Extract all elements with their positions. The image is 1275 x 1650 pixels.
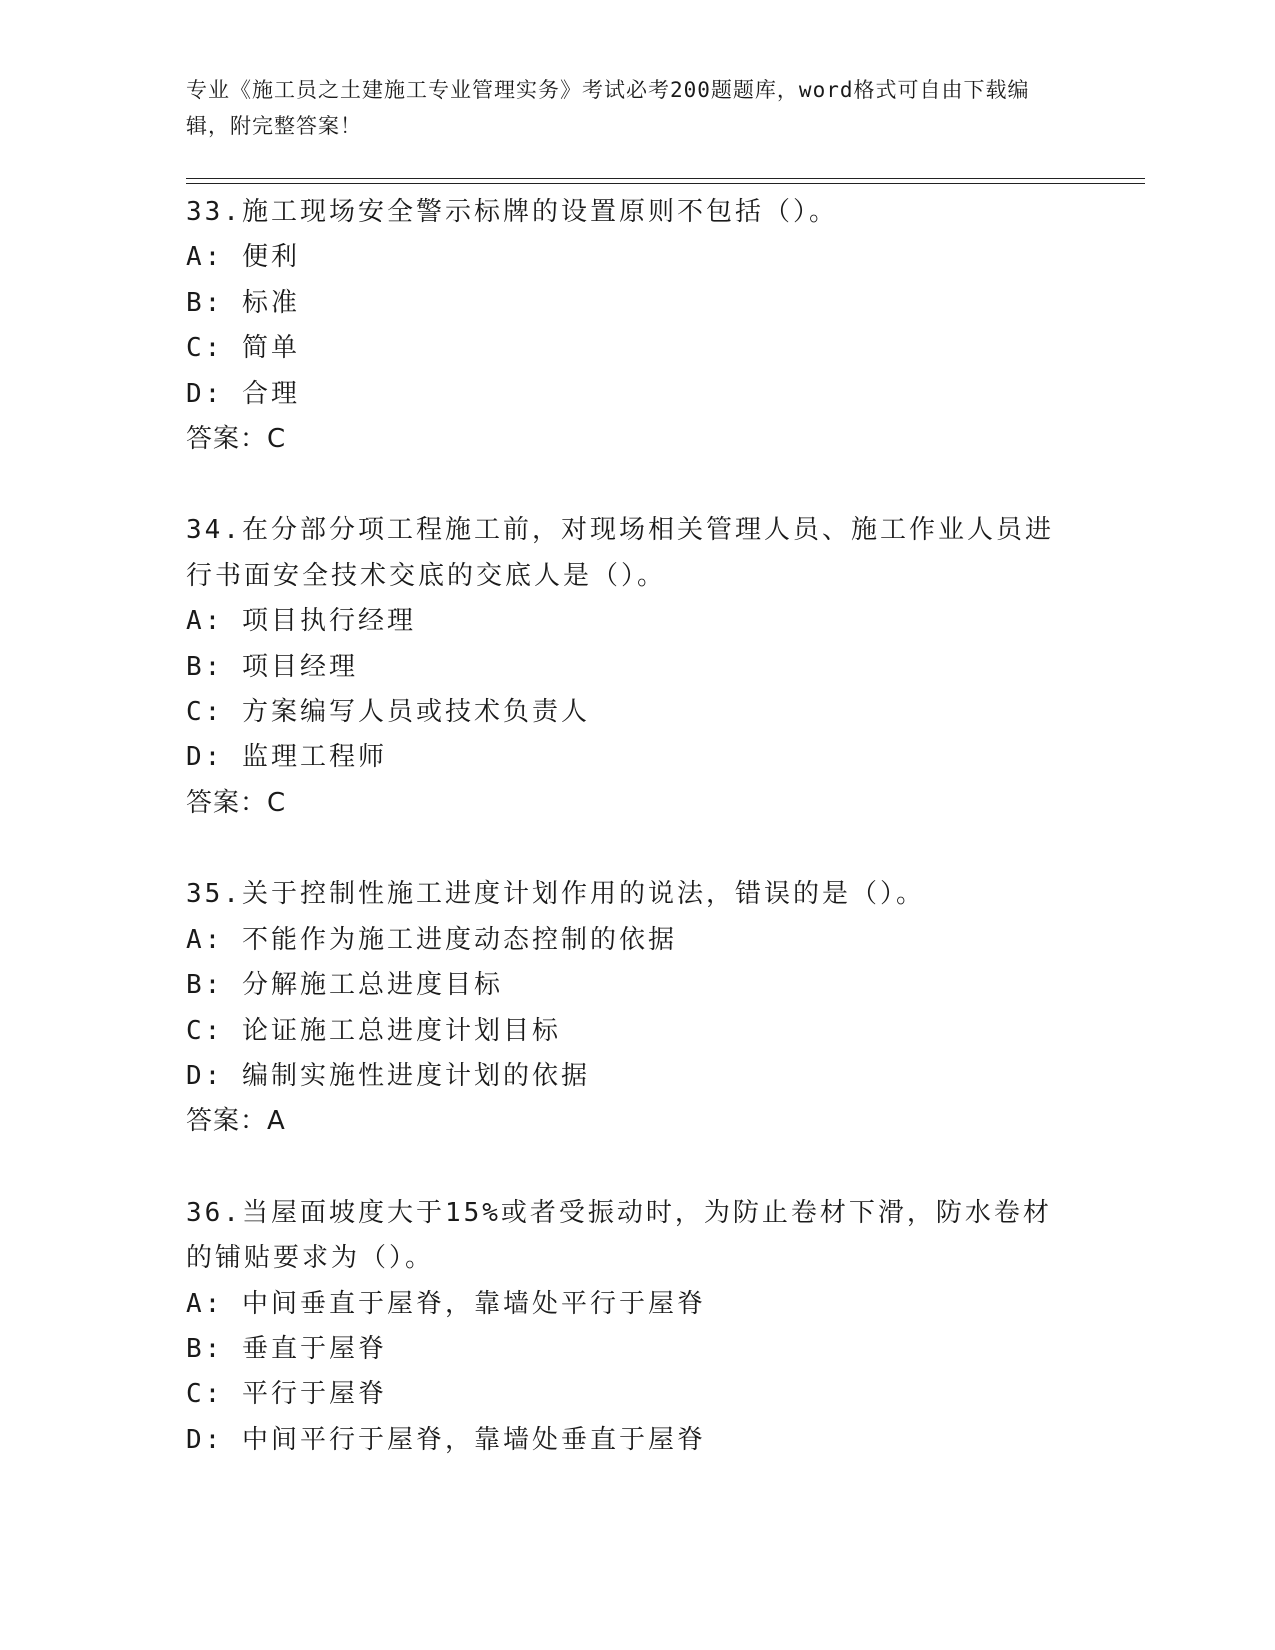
option-c xyxy=(186,1372,1066,1417)
question-stem: 36.当屋面坡度大于15%或者受振动时，为防止卷材下滑，防水卷材的铺贴要求为（）。 xyxy=(186,1197,1052,1274)
option-text: 简单 xyxy=(241,333,300,364)
option-letter: A: xyxy=(186,606,242,637)
option-letter: D: xyxy=(186,1424,242,1455)
option-b xyxy=(186,645,1066,690)
option-text: 平行于屋脊 xyxy=(241,1379,387,1410)
option-letter: C: xyxy=(186,1015,242,1046)
divider-line xyxy=(186,178,1145,179)
question-33 xyxy=(186,190,1066,462)
question-35 xyxy=(186,872,1066,1144)
option-b xyxy=(186,281,1066,326)
document-intro: 专业《施工员之土建施工专业管理实务》考试必考200题题库，word格式可自由下载编辑，附完整答案！ xyxy=(186,78,1030,138)
option-text: 标准 xyxy=(241,287,300,318)
option-letter: C: xyxy=(186,1379,242,1410)
option-c xyxy=(186,690,1066,735)
option-text: 中间平行于屋脊，靠墙处垂直于屋脊 xyxy=(241,1424,706,1455)
option-letter: A: xyxy=(186,924,242,955)
question-stem: 34.在分部分项工程施工前，对现场相关管理人员、施工作业人员进行书面安全技术交底的交底人是（）。 xyxy=(186,515,1054,591)
option-text: 编制实施性进度计划的依据 xyxy=(241,1060,590,1091)
option-text: 监理工程师 xyxy=(241,742,387,773)
option-letter: A: xyxy=(186,1288,242,1319)
answer-line: 答案：C xyxy=(186,787,287,818)
option-a xyxy=(186,235,1066,280)
option-text: 垂直于屋脊 xyxy=(241,1333,387,1364)
option-letter: C: xyxy=(186,333,242,364)
option-text: 分解施工总进度目标 xyxy=(241,970,503,1001)
option-letter: B: xyxy=(186,1333,242,1364)
option-c xyxy=(186,1009,1066,1054)
option-text: 方案编写人员或技术负责人 xyxy=(241,697,590,728)
option-a xyxy=(186,1282,1066,1327)
option-letter: D: xyxy=(186,1060,242,1091)
option-text: 中间垂直于屋脊，靠墙处平行于屋脊 xyxy=(241,1288,706,1319)
option-text: 不能作为施工进度动态控制的依据 xyxy=(241,924,677,955)
option-letter: A: xyxy=(186,242,242,273)
question-36 xyxy=(186,1191,1066,1463)
option-text: 便利 xyxy=(241,242,300,273)
option-d xyxy=(186,372,1066,417)
option-letter: B: xyxy=(186,970,242,1001)
option-d xyxy=(186,735,1066,780)
option-text: 项目执行经理 xyxy=(241,606,416,637)
option-letter: D: xyxy=(186,742,242,773)
option-d xyxy=(186,1054,1066,1099)
answer-line: 答案：A xyxy=(186,1106,286,1137)
option-d xyxy=(186,1418,1066,1463)
option-text: 项目经理 xyxy=(241,651,358,682)
divider-line xyxy=(186,183,1145,184)
option-c xyxy=(186,326,1066,371)
option-b xyxy=(186,1327,1066,1372)
option-letter: C: xyxy=(186,697,242,728)
option-a xyxy=(186,918,1066,963)
option-text: 合理 xyxy=(241,378,300,409)
option-text: 论证施工总进度计划目标 xyxy=(241,1015,561,1046)
option-letter: D: xyxy=(186,378,242,409)
question-stem: 33.施工现场安全警示标牌的设置原则不包括（）。 xyxy=(186,197,838,227)
answer-line: 答案：C xyxy=(186,424,287,455)
option-b xyxy=(186,963,1066,1008)
option-letter: B: xyxy=(186,651,242,682)
option-a xyxy=(186,599,1066,644)
question-list xyxy=(186,190,1066,1509)
option-letter: B: xyxy=(186,287,242,318)
question-stem: 35.关于控制性施工进度计划作用的说法，错误的是（）。 xyxy=(186,879,925,910)
question-34 xyxy=(186,508,1066,826)
